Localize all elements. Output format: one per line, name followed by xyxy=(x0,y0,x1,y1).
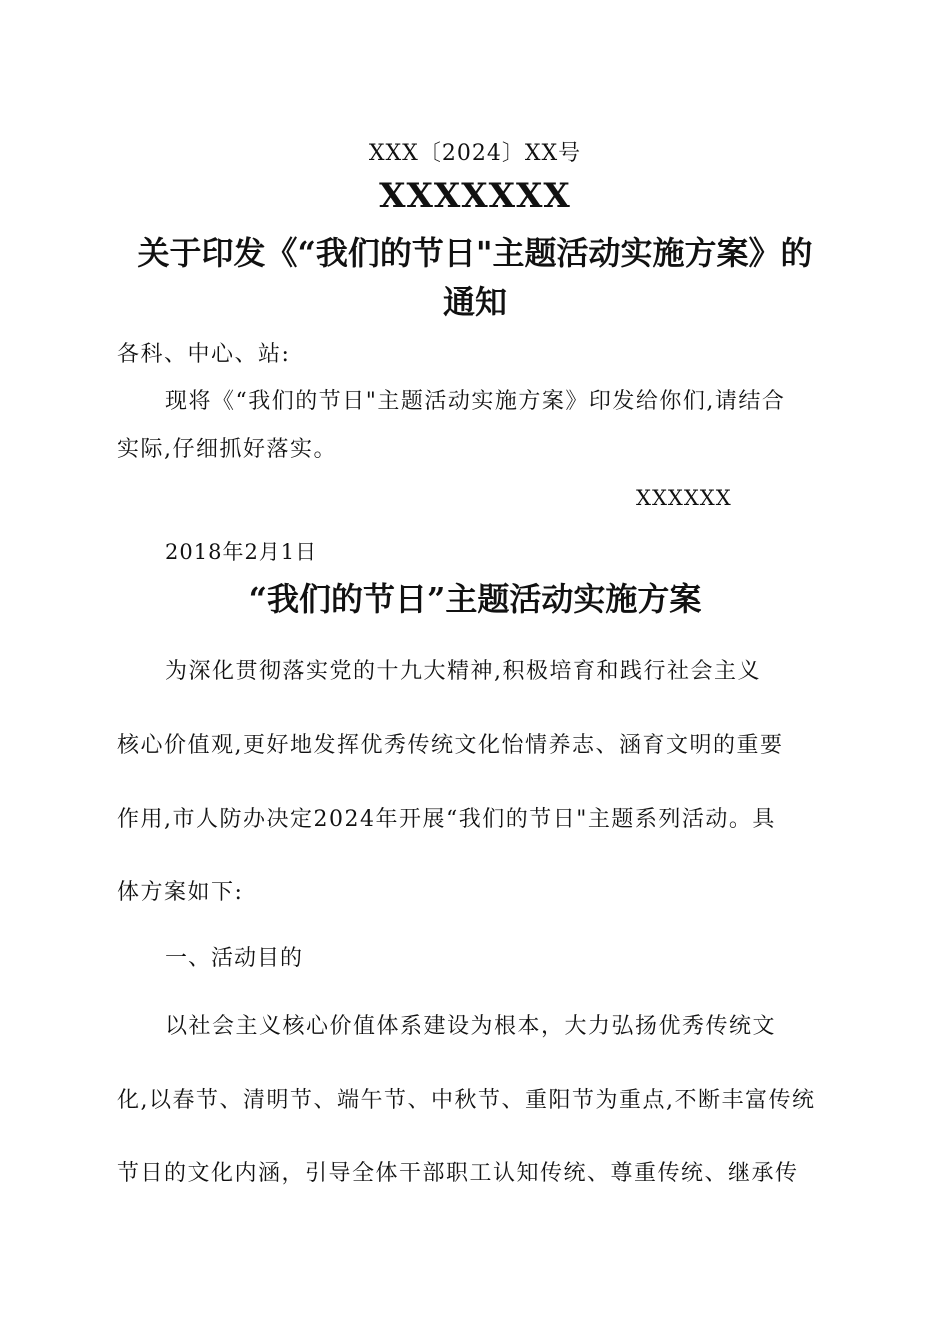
section-body-line: 化,以春节、清明节、端午节、中秋节、重阳节为重点,不断丰富传统 xyxy=(117,1088,816,1113)
plan-title: “我们的节日”主题活动实施方案 xyxy=(248,580,702,618)
notice-body-line-1: 现将《“我们的节日"主题活动实施方案》印发给你们,请结合 xyxy=(165,389,786,414)
plan-intro-line: 为深化贯彻落实党的十九大精神,积极培育和践行社会主义 xyxy=(165,659,761,684)
document-number: XXX〔2024〕XX号 xyxy=(368,141,582,166)
salutation: 各科、中心、站: xyxy=(117,342,291,367)
plan-intro-line: 体方案如下: xyxy=(117,880,244,905)
notice-body-line-2: 实际,仔细抓好落实。 xyxy=(117,437,337,462)
issuer-name: XXXXXXX xyxy=(379,176,571,216)
plan-intro-line: 核心价值观,更好地发挥优秀传统文化怡情养志、涵育文明的重要 xyxy=(117,733,784,758)
notice-title-line-1: 关于印发《“我们的节日"主题活动实施方案》的 xyxy=(137,234,813,272)
issue-date: 2018年2月1日 xyxy=(165,540,318,564)
section-body-line: 以社会主义核心价值体系建设为根本，大力弘扬优秀传统文 xyxy=(165,1014,777,1039)
section-body-line: 节日的文化内涵，引导全体干部职工认知传统、尊重传统、继承传 xyxy=(117,1161,799,1186)
signature: XXXXXX xyxy=(636,486,732,510)
notice-title-line-2: 通知 xyxy=(442,283,507,321)
section-heading: 一、活动目的 xyxy=(165,946,304,971)
plan-intro-line: 作用,市人防办决定2024年开展“我们的节日"主题系列活动。具 xyxy=(117,807,776,832)
